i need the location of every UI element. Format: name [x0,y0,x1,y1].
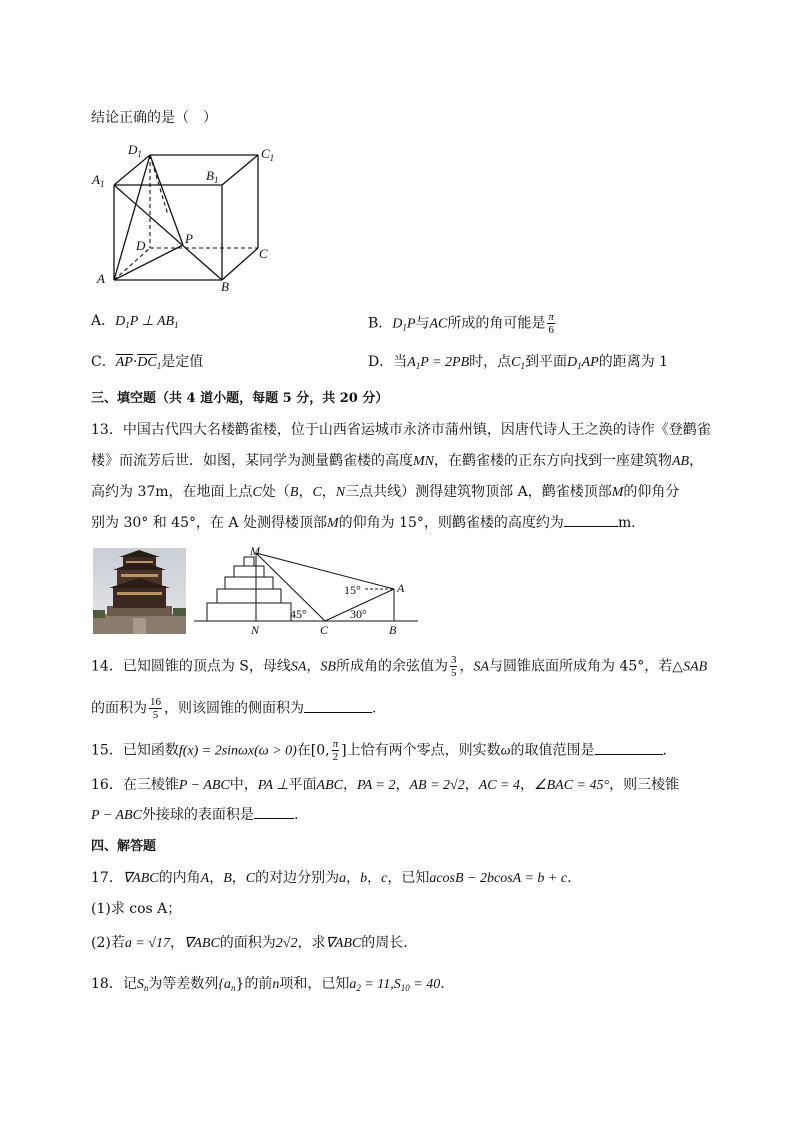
q14-line1: 14．已知圆锥的顶点为 S，母线SA，SB所成角的余弦值为 $\frac{3}{5}$ ，SA与圆锥底面所成角为 45°，若△SAB [91,654,708,679]
angle-30: 30° [350,607,367,621]
diagram-M: M [250,545,260,558]
angle-45: 45° [290,607,307,621]
label-P: P [185,231,193,246]
q12-option-c: C．$\overline{AP}\cdot\overline{DC}_1$是定值 [91,354,204,371]
q18-line: 18．记$S_n$为等差数列$\{a_n\}$的前n项和，已知$a_2 = 11,S_{10} = 40$. [91,976,445,993]
q16-line2: P − ABC外接球的表面积是 . [91,807,299,823]
label-D1: $D_1$ [128,142,142,159]
label-B: B [221,279,229,292]
label-C: C [259,246,268,261]
pi-over-6-fraction: $\frac{\pi}{6}$ [548,311,554,336]
q17-line3: (2)若a = √17，∇ABC的面积为2√2，求∇ABC的周长. [91,935,408,951]
label-C1: $C_1$ [261,146,275,163]
answer-blank [304,712,372,713]
diagram-B: B [389,623,397,637]
q13-line1: 13．中国古代四大名楼鹳雀楼，位于山西省运城市永济市蒲州镇，因唐代诗人王之涣的诗作《登鹳雀 [91,422,711,438]
q17-line2: (1)求 cos A； [91,901,182,917]
section4-title: 四、解答题 [91,839,157,854]
label-B1: $B_1$ [206,168,219,185]
q14-line2: 的面积为 $\frac{16}{5}$ ，则该圆锥的侧面积为 . [91,696,377,721]
tower-diagram [192,545,422,637]
angle-15: 15° [344,583,361,597]
diagram-C: C [320,623,329,637]
label-A: A [97,271,105,286]
cube-figure [88,140,278,292]
answer-blank [254,818,294,819]
diagram-N: N [251,623,260,637]
q16-line1: 16．在三棱锥P − ABC中，PA ⊥平面ABC，PA = 2，AB = 2√2，AC = 4，∠BAC = 45°，则三棱锥 [91,777,680,793]
answer-blank [564,526,618,527]
q13-line2: 楼》而流芳后世．如图，某同学为测量鹳雀楼的高度MN，在鹳雀楼的正东方向找到一座建筑物AB， [91,453,704,469]
label-D: D [136,238,146,253]
q15-line: 15．已知函数f(x) = 2sinωx(ω > 0)在[0, $\frac{\pi}{2}$ ]上恰有两个零点，则实数ω的取值范围是 . [91,738,667,763]
q12-option-b: B．$D_1P$与AC所成的角可能是 $\frac{\pi}{6}$ [368,311,554,336]
diagram-A: A [397,581,405,595]
q17-line1: 17．∇ABC的内角A，B，C的对边分别为a，b，c，已知acosB − 2bcosA = b + c. [91,870,572,886]
label-A1: $A_1$ [92,172,105,189]
q13-line3: 高约为 37m，在地面上点C处（B，C，N三点共线）测得建筑物顶部 A，鹳雀楼顶部M的仰角分 [91,484,680,500]
section3-title: 三、填空题（共 4 道小题，每题 5 分，共 20 分） [91,391,389,406]
answer-blank [595,754,663,755]
tower-photo [93,548,186,634]
q12-option-a: A．$D_1P$ ⊥ $AB_1$ [91,313,179,330]
q13-line4: 别为 30° 和 45°，在 A 处测得楼顶部M的仰角为 15°，则鹳雀楼的高度约为 m． [91,515,646,531]
q12-tail: 结论正确的是（ ） [91,110,217,126]
q12-option-d: D．当$A_1P = 2PB$时，点$C_1$到平面$D_1AP$的距离为 1 [368,354,669,371]
